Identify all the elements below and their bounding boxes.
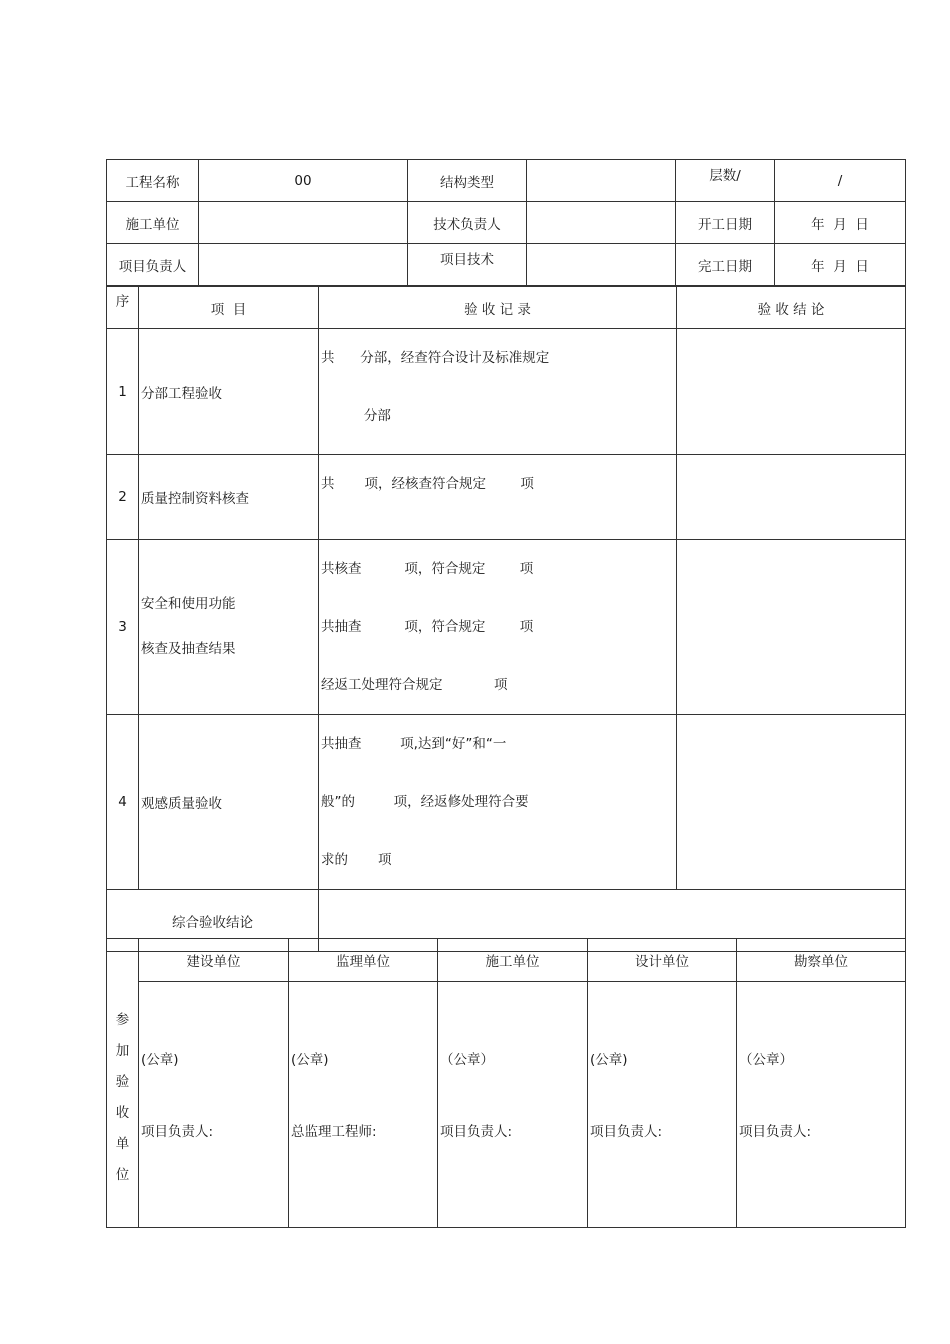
row-conclusion[interactable]	[677, 540, 906, 715]
structure-type-label: 结构类型	[408, 160, 527, 202]
project-info-table	[106, 159, 906, 286]
conclusion-header: 验 收 结 论	[677, 287, 906, 329]
row-record-line: 共 项，经核查符合规定 项	[321, 476, 534, 492]
row-record-line: 共 分部，经查符合设计及标准规定	[321, 350, 550, 366]
contractor-value[interactable]	[199, 202, 408, 244]
sign-cell-construction-owner[interactable]	[139, 982, 289, 1228]
record-header: 验 收 记 录	[319, 287, 677, 329]
row-item	[139, 455, 319, 540]
unit-name-designer: 设计单位	[588, 939, 737, 982]
row-seq: 2	[107, 455, 139, 540]
participants-header-row	[107, 939, 906, 982]
project-lead-value[interactable]	[199, 244, 408, 286]
tech-lead-label: 技术负责人	[408, 202, 527, 244]
row-conclusion[interactable]	[677, 715, 906, 890]
signer-role: 总监理工程师:	[291, 1124, 377, 1140]
sign-cell-surveyor[interactable]	[737, 982, 906, 1228]
end-date-value[interactable]: 年 月 日	[775, 244, 906, 286]
row-record	[319, 455, 677, 540]
row-record	[319, 540, 677, 715]
project-lead-label: 项目负责人	[107, 244, 199, 286]
seal-label: （公章）	[440, 1052, 494, 1068]
floors-value[interactable]: /	[775, 160, 906, 202]
row-item	[139, 329, 319, 455]
row-record-line: 共核查 项，符合规定 项	[321, 561, 534, 577]
project-tech-label: 项目技术	[408, 244, 527, 286]
signer-role: 项目负责人:	[141, 1124, 214, 1140]
signer-role: 项目负责人:	[440, 1124, 513, 1140]
row-item	[139, 715, 319, 890]
row-seq: 4	[107, 715, 139, 890]
table-row	[107, 329, 906, 455]
structure-type-value[interactable]	[527, 160, 676, 202]
table-row	[107, 540, 906, 715]
row-seq: 1	[107, 329, 139, 455]
signer-role: 项目负责人:	[590, 1124, 663, 1140]
contractor-label: 施工单位	[107, 202, 199, 244]
participants-sign-row	[107, 982, 906, 1228]
sign-cell-contractor[interactable]	[438, 982, 588, 1228]
row-record-line: 求的 项	[321, 852, 392, 868]
row-seq: 3	[107, 540, 139, 715]
acceptance-items-table	[106, 286, 906, 952]
row-record-line: 经返工处理符合规定 项	[321, 677, 508, 693]
end-date-label: 完工日期	[676, 244, 775, 286]
project-tech-value[interactable]	[527, 244, 676, 286]
row-item-line: 分部工程验收	[141, 385, 222, 402]
row-record	[319, 715, 677, 890]
row-item-line: 安全和使用功能	[141, 596, 236, 612]
seal-label: (公章)	[590, 1052, 628, 1068]
tech-lead-value[interactable]	[527, 202, 676, 244]
row-conclusion[interactable]	[677, 455, 906, 540]
row-item-line: 质量控制资料核查	[141, 491, 249, 507]
row-record	[319, 329, 677, 455]
participants-table	[106, 938, 906, 1228]
item-header: 项 目	[139, 287, 319, 329]
unit-name-surveyor: 勘察单位	[737, 939, 906, 982]
project-name-value[interactable]: 00	[199, 160, 408, 202]
sign-cell-supervisor[interactable]	[289, 982, 438, 1228]
row-item-line: 核查及抽查结果	[141, 641, 236, 657]
row-record-line: 般”的 项，经返修处理符合要	[321, 794, 529, 810]
start-date-label: 开工日期	[676, 202, 775, 244]
summary-label: 综合验收结论	[107, 890, 319, 952]
sign-cell-designer[interactable]	[588, 982, 737, 1228]
row-record-line: 共抽查 项，符合规定 项	[321, 619, 534, 635]
seal-label: （公章）	[739, 1052, 793, 1068]
row-item	[139, 540, 319, 715]
table-row	[107, 455, 906, 540]
participants-side-label: 参 加 验 收 单 位	[107, 939, 139, 1228]
floors-label: 层数/	[676, 160, 775, 202]
signer-role: 项目负责人:	[739, 1124, 812, 1140]
seal-label: (公章)	[141, 1052, 179, 1068]
seal-label: (公章)	[291, 1052, 329, 1068]
unit-name-construction-owner: 建设单位	[139, 939, 289, 982]
column-header-row	[107, 287, 906, 329]
table-row	[107, 715, 906, 890]
row-item-line: 观感质量验收	[141, 796, 222, 812]
start-date-value[interactable]: 年 月 日	[775, 202, 906, 244]
row-record-line: 分部	[321, 408, 391, 424]
row-conclusion[interactable]	[677, 329, 906, 455]
row-record-line: 共抽查 项,达到“好”和“一	[321, 736, 507, 752]
unit-name-supervisor: 监理单位	[289, 939, 438, 982]
seq-header: 序	[107, 287, 139, 329]
project-name-label: 工程名称	[107, 160, 199, 202]
unit-name-contractor: 施工单位	[438, 939, 588, 982]
